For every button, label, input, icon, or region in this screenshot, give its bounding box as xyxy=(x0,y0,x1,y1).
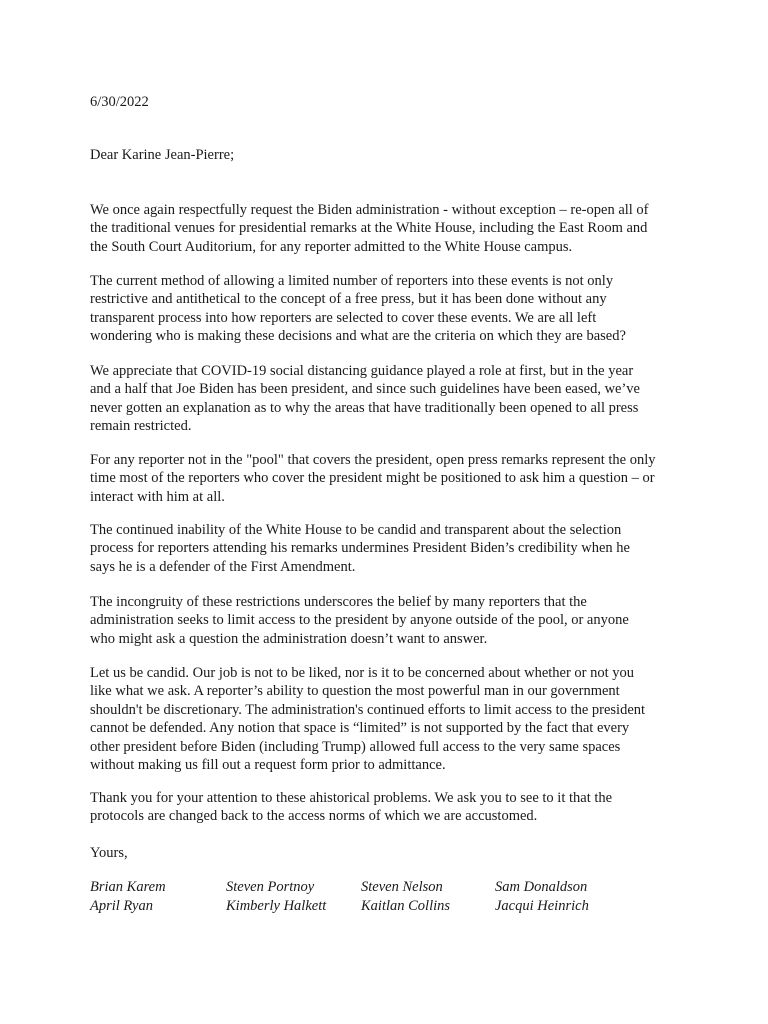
paragraph-line: the South Court Auditorium, for any reporter admitted to the White House campus. xyxy=(90,238,573,255)
paragraph-2 xyxy=(90,272,690,346)
paragraph-line: We appreciate that COVID-19 social distancing guidance played a role at first, but in the year xyxy=(90,363,634,379)
paragraph-line: Thank you for your attention to these ahistorical problems. We ask you to see to it that the xyxy=(90,790,613,806)
paragraph-line: For any reporter not in the "pool" that covers the president, open press remarks represent the only xyxy=(90,452,656,468)
paragraph-line: The continued inability of the White House to be candid and transparent about the selection xyxy=(90,522,622,538)
paragraph-3 xyxy=(90,362,690,436)
paragraph-4 xyxy=(90,451,690,506)
paragraph-line: process for reporters attending his remarks undermines President Biden’s credibility when he xyxy=(90,540,630,557)
signatory-name: Steven Portnoy xyxy=(226,879,315,895)
signatory-name: Sam Donaldson xyxy=(495,879,588,895)
salutation: Dear Karine Jean-Pierre; xyxy=(90,147,235,163)
paragraph-1 xyxy=(90,201,690,256)
paragraph-line: restrictive and antithetical to the concept of a free press, but it has been done without any xyxy=(90,291,607,308)
signatory-name: Jacqui Heinrich xyxy=(495,898,589,914)
paragraph-line: the traditional venues for presidential remarks at the White House, including the East Room and xyxy=(90,220,648,237)
paragraph-line: shouldn't be discretionary. The administration's continued efforts to limit access to the president xyxy=(90,701,646,718)
paragraph-line: other president before Biden (including Trump) allowed full access to the very same spaces xyxy=(90,738,621,755)
paragraph-line: administration seeks to limit access to the president by anyone outside of the pool, or anyone xyxy=(90,612,629,629)
paragraph-line: cannot be defended. Any notion that space is “limited” is not supported by the fact that every xyxy=(90,720,630,737)
paragraph-line: wondering who is making these decisions and what are the criteria on which they are based? xyxy=(90,328,626,345)
paragraph-7 xyxy=(90,664,690,774)
paragraph-6 xyxy=(90,593,690,648)
signatory-name: Steven Nelson xyxy=(361,879,443,895)
signatory-row xyxy=(90,878,710,897)
signatories xyxy=(90,878,710,916)
paragraph-line: The current method of allowing a limited number of reporters into these events is not only xyxy=(90,273,614,289)
paragraph-line: protocols are changed back to the access norms of which we are accustomed. xyxy=(90,808,538,825)
paragraph-line: who might ask a question the administration doesn’t want to answer. xyxy=(90,630,488,647)
paragraph-line: We once again respectfully request the Biden administration - without exception – re-open all of xyxy=(90,202,649,218)
paragraph-line: interact with him at all. xyxy=(90,488,225,505)
letter-date: 6/30/2022 xyxy=(90,94,149,110)
paragraph-line: and a half that Joe Biden has been president, and since such guidelines have been eased, we’ve xyxy=(90,381,640,398)
closing: Yours, xyxy=(90,845,128,861)
paragraph-line: remain restricted. xyxy=(90,418,192,435)
paragraph-line: says he is a defender of the First Amendment. xyxy=(90,558,356,575)
signatory-name: Kimberly Halkett xyxy=(226,898,327,914)
paragraph-line: without making us fill out a request form prior to admittance. xyxy=(90,757,446,774)
signatory-name: Brian Karem xyxy=(90,879,166,895)
paragraph-line: time most of the reporters who cover the president might be positioned to ask him a question – or xyxy=(90,470,655,487)
paragraph-line: Let us be candid. Our job is not to be liked, nor is it to be concerned about whether or not you xyxy=(90,665,635,681)
signatory-name: April Ryan xyxy=(90,898,153,914)
signatory-name: Kaitlan Collins xyxy=(361,898,451,914)
signatory-row xyxy=(90,897,710,916)
paragraph-line: The incongruity of these restrictions underscores the belief by many reporters that the xyxy=(90,594,587,610)
paragraph-line: like what we ask. A reporter’s ability to question the most powerful man in our government xyxy=(90,683,620,700)
paragraph-8 xyxy=(90,789,690,826)
paragraph-line: transparent process into how reporters are selected to cover these events. We are all left xyxy=(90,309,597,326)
paragraph-5 xyxy=(90,521,690,576)
paragraph-line: never gotten an explanation as to why the areas that have traditionally been opened to all press xyxy=(90,399,639,416)
